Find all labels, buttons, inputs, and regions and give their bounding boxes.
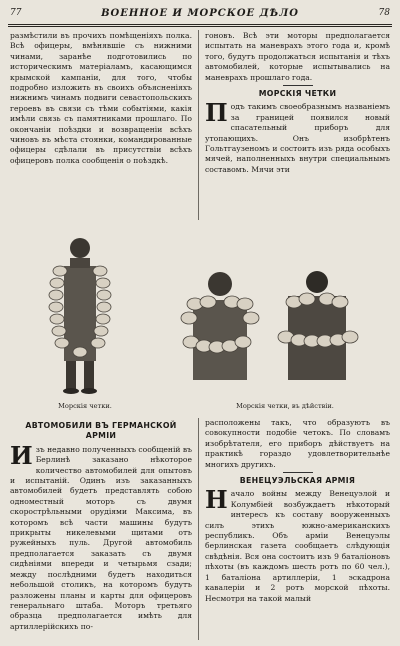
paragraph-right-top: гоновъ. Всѣ эти моторы предполагается испытать на маневрахъ этого года и, кромѣ того, будутъ продолжаться испытанія и тѣхъ автомобилей, которые испытывались на маневрахъ прошлаго года. [205, 31, 390, 82]
illustration-man-back [272, 262, 362, 387]
page-number-left: 77 [10, 8, 22, 18]
paragraph-automobiles-text: зъ недавно полученныхъ сообщеній въ Берлинѣ заказано нѣкоторое количество автомобилей для опытовъ и испытаній. Одинъ изъ заказанныхъ автомобилей будетъ представлять собою одноместный моторъ съ двумя скорострѣльными орудіями Максима, въ которомъ всѣ части машины будутъ прикрыты никелевыми щитами отъ ружейныхъ пуль. Другой автомобиль предполагается заказать съ двумя сидѣніями впереди и четырьмя сзади; между послѣдними будетъ находиться небольшой столикъ, на которомъ будутъ разложены планы и карты для офицеровъ генеральнаго штаба. Моторъ третьяго образца предполагается имѣть для артиллерійскихъ по- [10, 444, 192, 631]
header-rule [8, 24, 392, 25]
section-title-automobiles: АВТОМОБИЛИ ВЪ ГЕРМАНСКОЙ АРМІИ [25, 421, 177, 441]
column-right-bottom [205, 418, 390, 640]
man-back-engraving [272, 262, 362, 387]
dropcap: П [205, 98, 228, 128]
standing-man-engraving [30, 226, 130, 396]
column-right-top [205, 31, 390, 221]
paragraph-venezuela [205, 485, 390, 603]
column-separator-bottom [198, 418, 199, 640]
header-rule-thin [8, 26, 392, 27]
page-header [8, 8, 392, 22]
caption-left: Морскія четки. [58, 402, 112, 410]
paragraph-venezuela-text: ачало войны между Венецуэлой и Колумбіей возбуждаетъ нѣкоторый интересъ къ составу вооруженныхъ силъ этихъ южно-американскихъ республикъ. Объ арміи Венецуэлы берлинская газета сообщаетъ слѣдующія свѣдѣнія. Вся она состоитъ изъ 9 баталіоновъ пѣхоты (въ каждомъ шесть ротъ по 60 чел.), 1 баталіона артиллеріи, 1 эскадрона кавалеріи и 2 ротъ морской пѣхоты. Несмотря на такой малый [205, 489, 390, 603]
page-number-right: 78 [378, 8, 390, 18]
paragraph-sea-beads [205, 98, 390, 175]
column-left-bottom [10, 418, 192, 640]
paragraph-left-top: размѣстили въ прочихъ помѣщеніяхъ полка. Всѣ офицеры, вмѣнявшіе съ нижними чинами, заранѣе подготовились по историческимъ матеріаламъ, касающимся крымской кампаніи, для того, чтобы подробно изложить въ своихъ объясненіяхъ нижнимъ чинамъ подвиги севастопольскихъ героевъ въ связи съ тѣми событіями, какія имѣли связь съ памятниками прошлаго. По окончаніи поѣздки и возвращеніи всѣхъ чиновъ въ мѣста стоянки, командированные офицеры сдѣлали въ присутствіи всѣхъ офицеровъ полка сообщенія о поѣздкѣ. [10, 31, 192, 165]
journal-title: ВОЕННОЕ И МОРСКОЕ ДѢЛО [101, 8, 299, 19]
paragraph-sea-beads-text: одъ такимъ своеобразнымъ названіемъ за границей появился новый спасательный приборъ для утопающихъ. Онъ изобрѣтенъ Гольтгаузеномъ и состоитъ изъ ряда особыхъ мячей, наполненныхъ внутри специальнымъ составомъ. Мячи эти [205, 102, 390, 174]
section-title-sea-beads: МОРСКІЯ ЧЕТКИ [258, 89, 337, 99]
section-rule [283, 472, 313, 473]
illustration-standing-man [30, 226, 130, 396]
caption-right: Морскія четки, въ дѣйствіи. [236, 402, 334, 410]
column-left-top [10, 31, 192, 209]
column-separator-top [198, 30, 199, 220]
paragraph-right-bottom: расположены такъ, что образуютъ въ совокупности подобіе четокъ. По словамъ изобрѣтателя, его приборъ дѣйствуетъ на практикѣ гораздо удовлетворительнѣе многихъ другихъ. [205, 418, 390, 469]
section-title-venezuela: ВЕНЕЦУЭЛЬСКАЯ АРМІЯ [239, 476, 356, 486]
dropcap: И [10, 440, 33, 470]
paragraph-automobiles [10, 440, 192, 632]
man-front-engraving [175, 262, 265, 387]
illustration-man-front [175, 262, 265, 387]
dropcap: Н [205, 485, 228, 515]
section-rule [283, 85, 313, 86]
